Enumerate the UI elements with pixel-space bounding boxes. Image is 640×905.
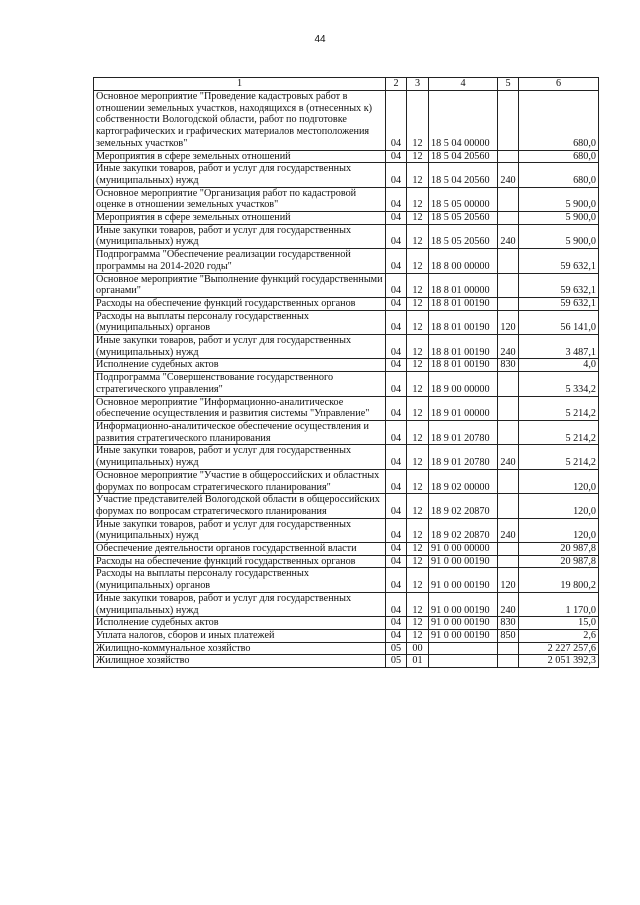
amount: 5 214,2 xyxy=(519,420,599,444)
amount: 59 632,1 xyxy=(519,249,599,273)
table-row xyxy=(94,655,599,668)
subsection-code: 12 xyxy=(407,91,429,151)
item-name: Иные закупки товаров, работ и услуг для государственных (муниципальных) нужд xyxy=(94,445,386,469)
target-article-code: 18 5 05 20560 xyxy=(429,212,498,225)
expense-type-code xyxy=(498,396,519,420)
item-name: Иные закупки товаров, работ и услуг для государственных (муниципальных) нужд xyxy=(94,335,386,359)
expense-type-code xyxy=(498,420,519,444)
item-name: Основное мероприятие "Проведение кадастровых работ в отношении земельных участков, находящихся в (отнесенных к) собственности Вологодской области, работ по подготовке картографических и графических материалов местоположения земельных участков" xyxy=(94,91,386,151)
target-article-code: 18 8 01 00000 xyxy=(429,273,498,297)
section-code: 04 xyxy=(386,187,407,211)
expense-type-code: 240 xyxy=(498,518,519,542)
item-name: Иные закупки товаров, работ и услуг для государственных (муниципальных) нужд xyxy=(94,163,386,187)
section-code: 04 xyxy=(386,212,407,225)
expense-type-code xyxy=(498,273,519,297)
subsection-code: 12 xyxy=(407,273,429,297)
item-name: Основное мероприятие "Информационно-аналитическое обеспечение осуществления и развития системы "Управление" xyxy=(94,396,386,420)
expense-type-code xyxy=(498,249,519,273)
subsection-code: 12 xyxy=(407,335,429,359)
target-article-code: 18 9 02 20870 xyxy=(429,518,498,542)
item-name: Жилищное хозяйство xyxy=(94,655,386,668)
table-row xyxy=(94,518,599,542)
expense-type-code xyxy=(498,297,519,310)
table-body xyxy=(94,91,599,668)
amount: 120,0 xyxy=(519,494,599,518)
expense-type-code: 240 xyxy=(498,335,519,359)
section-code: 04 xyxy=(386,150,407,163)
expense-type-code: 240 xyxy=(498,445,519,469)
item-name: Расходы на выплаты персоналу государственных (муниципальных) органов xyxy=(94,568,386,592)
column-header: 3 xyxy=(407,78,429,91)
amount: 20 987,8 xyxy=(519,555,599,568)
amount: 120,0 xyxy=(519,518,599,542)
subsection-code: 12 xyxy=(407,494,429,518)
section-code: 05 xyxy=(386,655,407,668)
table-row xyxy=(94,445,599,469)
table-row xyxy=(94,310,599,334)
amount: 5 334,2 xyxy=(519,372,599,396)
expense-type-code xyxy=(498,212,519,225)
item-name: Обеспечение деятельности органов государственной власти xyxy=(94,543,386,556)
subsection-code: 12 xyxy=(407,396,429,420)
item-name: Жилищно-коммунальное хозяйство xyxy=(94,642,386,655)
subsection-code: 12 xyxy=(407,617,429,630)
table-row xyxy=(94,212,599,225)
amount: 15,0 xyxy=(519,617,599,630)
section-code: 04 xyxy=(386,629,407,642)
target-article-code: 91 0 00 00190 xyxy=(429,568,498,592)
section-code: 04 xyxy=(386,249,407,273)
target-article-code: 18 8 01 00190 xyxy=(429,335,498,359)
table-row xyxy=(94,494,599,518)
section-code: 04 xyxy=(386,396,407,420)
column-header: 1 xyxy=(94,78,386,91)
subsection-code: 12 xyxy=(407,224,429,248)
subsection-code: 12 xyxy=(407,249,429,273)
expense-type-code: 240 xyxy=(498,163,519,187)
amount: 59 632,1 xyxy=(519,273,599,297)
table-row xyxy=(94,420,599,444)
amount: 3 487,1 xyxy=(519,335,599,359)
target-article-code: 18 5 04 00000 xyxy=(429,91,498,151)
table-row xyxy=(94,297,599,310)
item-name: Расходы на обеспечение функций государственных органов xyxy=(94,555,386,568)
table-row xyxy=(94,273,599,297)
section-code: 04 xyxy=(386,297,407,310)
section-code: 04 xyxy=(386,420,407,444)
subsection-code: 12 xyxy=(407,163,429,187)
item-name: Подпрограмма "Обеспечение реализации государственной программы на 2014-2020 годы" xyxy=(94,249,386,273)
amount: 680,0 xyxy=(519,91,599,151)
target-article-code: 18 9 02 20870 xyxy=(429,494,498,518)
item-name: Исполнение судебных актов xyxy=(94,617,386,630)
section-code: 04 xyxy=(386,335,407,359)
amount: 2 227 257,6 xyxy=(519,642,599,655)
expense-type-code xyxy=(498,555,519,568)
section-code: 04 xyxy=(386,372,407,396)
table-row xyxy=(94,249,599,273)
expense-type-code xyxy=(498,642,519,655)
amount: 56 141,0 xyxy=(519,310,599,334)
expense-type-code: 120 xyxy=(498,310,519,334)
target-article-code: 18 9 02 00000 xyxy=(429,469,498,493)
table-row xyxy=(94,163,599,187)
amount: 2,6 xyxy=(519,629,599,642)
target-article-code: 18 8 01 00190 xyxy=(429,297,498,310)
section-code: 04 xyxy=(386,163,407,187)
target-article-code: 91 0 00 00000 xyxy=(429,543,498,556)
subsection-code: 12 xyxy=(407,372,429,396)
expense-type-code: 830 xyxy=(498,617,519,630)
table-row xyxy=(94,372,599,396)
amount: 59 632,1 xyxy=(519,297,599,310)
table-row xyxy=(94,359,599,372)
amount: 5 900,0 xyxy=(519,212,599,225)
amount: 120,0 xyxy=(519,469,599,493)
item-name: Основное мероприятие "Участие в общероссийских и областных форумах по вопросам стратегического планирования" xyxy=(94,469,386,493)
page-number: 44 xyxy=(314,34,326,45)
column-header: 4 xyxy=(429,78,498,91)
table-row xyxy=(94,187,599,211)
amount: 5 214,2 xyxy=(519,445,599,469)
item-name: Информационно-аналитическое обеспечение осуществления и развития стратегического планирования xyxy=(94,420,386,444)
expense-type-code: 240 xyxy=(498,592,519,616)
subsection-code: 12 xyxy=(407,568,429,592)
item-name: Уплата налогов, сборов и иных платежей xyxy=(94,629,386,642)
expense-type-code xyxy=(498,469,519,493)
amount: 20 987,8 xyxy=(519,543,599,556)
target-article-code: 18 8 01 00190 xyxy=(429,359,498,372)
subsection-code: 12 xyxy=(407,310,429,334)
subsection-code: 12 xyxy=(407,187,429,211)
subsection-code: 12 xyxy=(407,518,429,542)
table-row xyxy=(94,642,599,655)
item-name: Подпрограмма "Совершенствование государственного стратегического управления" xyxy=(94,372,386,396)
item-name: Мероприятия в сфере земельных отношений xyxy=(94,150,386,163)
table-row xyxy=(94,469,599,493)
budget-table xyxy=(93,77,599,668)
subsection-code: 01 xyxy=(407,655,429,668)
section-code: 04 xyxy=(386,359,407,372)
item-name: Основное мероприятие "Организация работ по кадастровой оценке в отношении земельных участков" xyxy=(94,187,386,211)
target-article-code: 18 5 04 20560 xyxy=(429,150,498,163)
item-name: Иные закупки товаров, работ и услуг для государственных (муниципальных) нужд xyxy=(94,592,386,616)
expense-type-code xyxy=(498,187,519,211)
expense-type-code xyxy=(498,655,519,668)
section-code: 04 xyxy=(386,555,407,568)
target-article-code: 18 9 01 20780 xyxy=(429,445,498,469)
table-header-row xyxy=(94,78,599,91)
target-article-code: 18 9 00 00000 xyxy=(429,372,498,396)
expense-type-code xyxy=(498,150,519,163)
amount: 5 900,0 xyxy=(519,187,599,211)
item-name: Иные закупки товаров, работ и услуг для государственных (муниципальных) нужд xyxy=(94,518,386,542)
target-article-code xyxy=(429,642,498,655)
subsection-code: 12 xyxy=(407,359,429,372)
section-code: 04 xyxy=(386,445,407,469)
expense-type-code xyxy=(498,91,519,151)
table-row xyxy=(94,629,599,642)
target-article-code xyxy=(429,655,498,668)
item-name: Мероприятия в сфере земельных отношений xyxy=(94,212,386,225)
section-code: 05 xyxy=(386,642,407,655)
table-row xyxy=(94,91,599,151)
target-article-code: 18 8 01 00190 xyxy=(429,310,498,334)
table-row xyxy=(94,396,599,420)
table-row xyxy=(94,150,599,163)
amount: 680,0 xyxy=(519,150,599,163)
expense-type-code: 120 xyxy=(498,568,519,592)
column-header: 6 xyxy=(519,78,599,91)
section-code: 04 xyxy=(386,273,407,297)
subsection-code: 12 xyxy=(407,445,429,469)
section-code: 04 xyxy=(386,469,407,493)
table-row xyxy=(94,555,599,568)
item-name: Расходы на выплаты персоналу государственных (муниципальных) органов xyxy=(94,310,386,334)
target-article-code: 91 0 00 00190 xyxy=(429,629,498,642)
section-code: 04 xyxy=(386,592,407,616)
subsection-code: 12 xyxy=(407,592,429,616)
subsection-code: 12 xyxy=(407,150,429,163)
target-article-code: 91 0 00 00190 xyxy=(429,592,498,616)
expense-type-code: 830 xyxy=(498,359,519,372)
section-code: 04 xyxy=(386,568,407,592)
amount: 4,0 xyxy=(519,359,599,372)
item-name: Расходы на обеспечение функций государственных органов xyxy=(94,297,386,310)
amount: 19 800,2 xyxy=(519,568,599,592)
subsection-code: 12 xyxy=(407,469,429,493)
amount: 680,0 xyxy=(519,163,599,187)
table-row xyxy=(94,617,599,630)
column-header: 5 xyxy=(498,78,519,91)
table-row xyxy=(94,224,599,248)
target-article-code: 18 9 01 00000 xyxy=(429,396,498,420)
expense-type-code: 850 xyxy=(498,629,519,642)
subsection-code: 12 xyxy=(407,543,429,556)
section-code: 04 xyxy=(386,224,407,248)
expense-type-code xyxy=(498,372,519,396)
subsection-code: 12 xyxy=(407,297,429,310)
item-name: Основное мероприятие "Выполнение функций государственными органами" xyxy=(94,273,386,297)
subsection-code: 12 xyxy=(407,555,429,568)
target-article-code: 18 5 05 20560 xyxy=(429,224,498,248)
expense-type-code: 240 xyxy=(498,224,519,248)
section-code: 04 xyxy=(386,543,407,556)
amount: 2 051 392,3 xyxy=(519,655,599,668)
item-name: Иные закупки товаров, работ и услуг для государственных (муниципальных) нужд xyxy=(94,224,386,248)
section-code: 04 xyxy=(386,494,407,518)
table-row xyxy=(94,568,599,592)
expense-type-code xyxy=(498,494,519,518)
table-row xyxy=(94,335,599,359)
subsection-code: 00 xyxy=(407,642,429,655)
table-row xyxy=(94,592,599,616)
target-article-code: 18 9 01 20780 xyxy=(429,420,498,444)
section-code: 04 xyxy=(386,91,407,151)
item-name: Участие представителей Вологодской области в общероссийских форумах по вопросам стратегического планирования xyxy=(94,494,386,518)
target-article-code: 18 5 04 20560 xyxy=(429,163,498,187)
subsection-code: 12 xyxy=(407,629,429,642)
target-article-code: 18 5 05 00000 xyxy=(429,187,498,211)
section-code: 04 xyxy=(386,617,407,630)
target-article-code: 91 0 00 00190 xyxy=(429,555,498,568)
target-article-code: 18 8 00 00000 xyxy=(429,249,498,273)
table-row xyxy=(94,543,599,556)
section-code: 04 xyxy=(386,518,407,542)
subsection-code: 12 xyxy=(407,212,429,225)
column-header: 2 xyxy=(386,78,407,91)
target-article-code: 91 0 00 00190 xyxy=(429,617,498,630)
section-code: 04 xyxy=(386,310,407,334)
subsection-code: 12 xyxy=(407,420,429,444)
amount: 5 214,2 xyxy=(519,396,599,420)
item-name: Исполнение судебных актов xyxy=(94,359,386,372)
expense-type-code xyxy=(498,543,519,556)
amount: 1 170,0 xyxy=(519,592,599,616)
amount: 5 900,0 xyxy=(519,224,599,248)
